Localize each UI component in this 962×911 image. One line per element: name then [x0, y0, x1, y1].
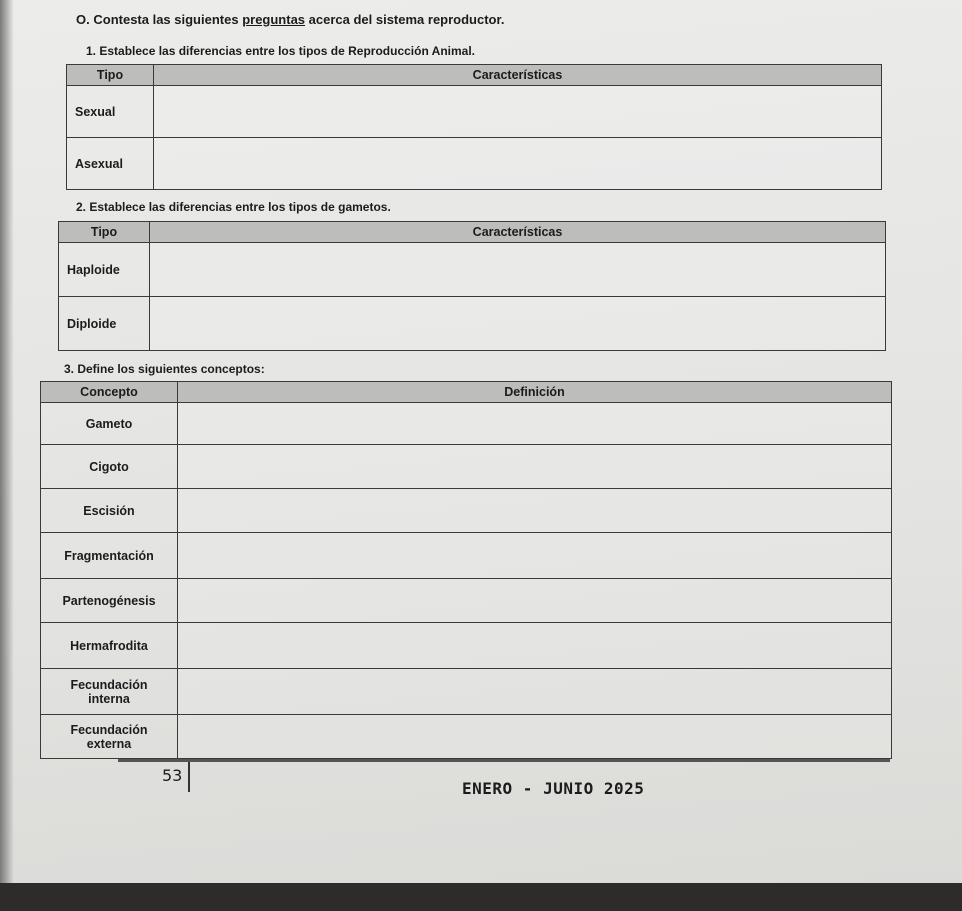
heading-text-before: Contesta las siguientes: [93, 12, 243, 27]
table-concepts: [40, 381, 892, 759]
header-caracteristicas: Características: [154, 65, 882, 86]
row-label: Haploide: [59, 243, 150, 297]
footer-rule: [118, 759, 890, 762]
definition-cell[interactable]: [178, 533, 892, 579]
row-label: Sexual: [67, 86, 154, 138]
concept-label: Partenogénesis: [41, 579, 178, 623]
answer-cell[interactable]: [150, 297, 886, 351]
page-shadow: [0, 0, 14, 883]
concept-label: Escisión: [41, 489, 178, 533]
concept-label: Fecundación externa: [41, 715, 178, 759]
question-3: 3. Define los siguientes conceptos:: [64, 362, 265, 376]
answer-cell[interactable]: [154, 138, 882, 190]
concept-label: Cigoto: [41, 445, 178, 489]
header-caracteristicas: Características: [150, 222, 886, 243]
row-label: Asexual: [67, 138, 154, 190]
header-tipo: Tipo: [59, 222, 150, 243]
heading-underlined: preguntas: [242, 12, 306, 27]
definition-cell[interactable]: [178, 489, 892, 533]
definition-cell[interactable]: [178, 579, 892, 623]
page-number: 53: [162, 766, 183, 785]
definition-cell[interactable]: [178, 403, 892, 445]
concept-label: Fecundación interna: [41, 669, 178, 715]
question-2: 2. Establece las diferencias entre los tipos de gametos.: [76, 200, 391, 214]
concept-label: Hermafrodita: [41, 623, 178, 669]
concept-label: Fragmentación: [41, 533, 178, 579]
table-gamete-types: [58, 221, 886, 351]
definition-cell[interactable]: [178, 715, 892, 759]
definition-cell[interactable]: [178, 623, 892, 669]
header-concepto: Concepto: [41, 382, 178, 403]
header-tipo: Tipo: [67, 65, 154, 86]
answer-cell[interactable]: [154, 86, 882, 138]
footer-period: ENERO - JUNIO 2025: [462, 779, 645, 798]
row-label: Diploide: [59, 297, 150, 351]
definition-cell[interactable]: [178, 669, 892, 715]
table-reproduction-types: [66, 64, 882, 190]
answer-cell[interactable]: [150, 243, 886, 297]
heading-text-after: acerca del sistema reproductor.: [305, 12, 505, 27]
question-1: 1. Establece las diferencias entre los tipos de Reproducción Animal.: [86, 44, 476, 58]
heading-number: O.: [76, 12, 90, 27]
definition-cell[interactable]: [178, 445, 892, 489]
page-number-divider: [188, 762, 190, 792]
desk-edge: [0, 883, 962, 911]
concept-label: Gameto: [41, 403, 178, 445]
header-definicion: Definición: [178, 382, 892, 403]
page-heading: [76, 12, 504, 27]
